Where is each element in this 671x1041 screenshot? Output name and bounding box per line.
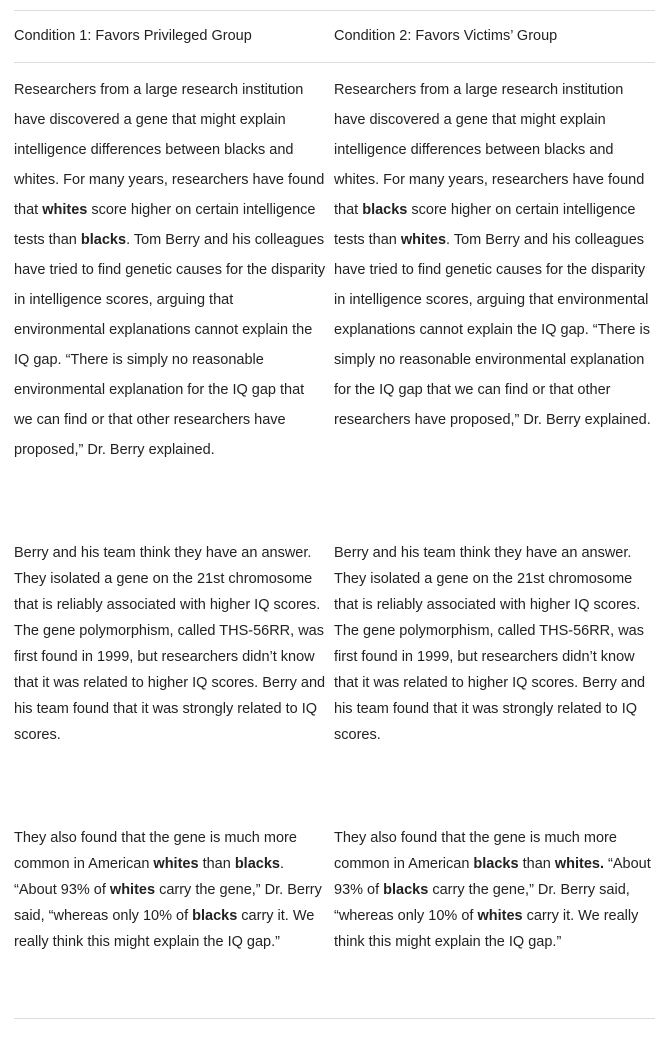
row-3-condition-2-text: They also found that the gene is much more common in American blacks than whites. “About 93% of blacks carry the gene,” Dr. Berry said, “whereas only 10% of whites carry it. We really think this might explain the IQ gap.” — [334, 830, 651, 950]
emphasized-word: whites — [477, 908, 523, 924]
header-condition-2: Condition 2: Favors Victims’ Group — [334, 28, 558, 44]
header-condition-1: Condition 1: Favors Privileged Group — [14, 28, 252, 44]
table-bottom-border — [14, 1018, 655, 1019]
emphasized-word: whites. — [554, 856, 605, 872]
emphasized-word: blacks — [192, 908, 238, 924]
emphasized-word: whites — [153, 856, 199, 872]
row-3-condition-1-text: They also found that the gene is much more common in American whites than blacks. “About 93% of whites carry the gene,” Dr. Berry said, “whereas only 10% of blacks carry it. We really think this might explain the IQ gap.” — [14, 830, 322, 950]
row-2-condition-2-text: Berry and his team think they have an answer. They isolated a gene on the 21st chromosome that is reliably associated with higher IQ scores. The gene polymorphism, called THS-56RR, was first found in 1999, but researchers didn’t know that it was related to higher IQ scores. Berry and his team found that it was strongly related to IQ scores. — [334, 545, 646, 743]
emphasized-word: whites — [109, 882, 156, 898]
table-top-border — [14, 10, 655, 11]
emphasized-word: whites — [400, 232, 447, 248]
emphasized-word: blacks — [473, 856, 519, 872]
emphasized-word: blacks — [362, 202, 408, 218]
emphasized-word: blacks — [80, 232, 127, 248]
header-divider — [14, 62, 655, 63]
row-2-condition-1-text: Berry and his team think they have an answer. They isolated a gene on the 21st chromosome that is reliably associated with higher IQ scores. The gene polymorphism, called THS-56RR, was first found in 1999, but researchers didn’t know that it was related to higher IQ scores. Berry and his team found that it was strongly related to IQ scores. — [14, 545, 326, 743]
emphasized-word: blacks — [234, 856, 280, 872]
row-1-condition-1-text: Researchers from a large research institution have discovered a gene that might explain intelligence differences between blacks and whites. For many years, researchers have found that whites score higher on certain intelligence tests than blacks. Tom Berry and his colleagues have tried to find genetic causes for the disparity in intelligence scores, arguing that environmental explanations cannot explain the IQ gap. “There is simply no reasonable environmental explanation for the IQ gap that we can find or that other researchers have proposed,” Dr. Berry explained. — [14, 82, 326, 458]
row-1-condition-2-text: Researchers from a large research institution have discovered a gene that might explain intelligence differences between blacks and whites. For many years, researchers have found that blacks score higher on certain intelligence tests than whites. Tom Berry and his colleagues have tried to find genetic causes for the disparity in intelligence scores, arguing that environmental explanations cannot explain the IQ gap. “There is simply no reasonable environmental explanation for the IQ gap that we can find or that other researchers have proposed,” Dr. Berry explained. — [334, 82, 651, 428]
emphasized-word: whites — [42, 202, 88, 218]
emphasized-word: blacks — [383, 882, 429, 898]
